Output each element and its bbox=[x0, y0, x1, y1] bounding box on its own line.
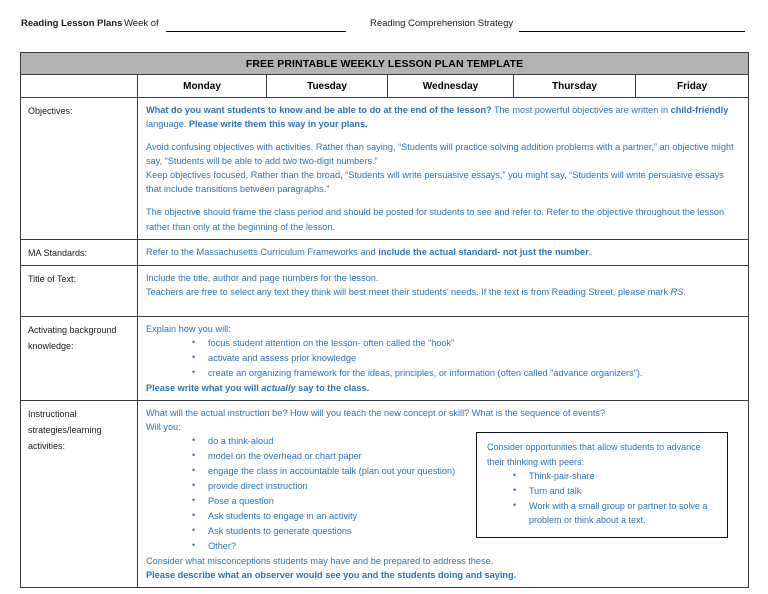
day-header-blank bbox=[21, 75, 138, 98]
row-body-text bbox=[146, 322, 740, 395]
text-run: Consider what misconceptions students may have and be prepared to address these. bbox=[146, 555, 494, 566]
peer-thinking-callout-box bbox=[476, 432, 728, 537]
body-paragraph bbox=[146, 554, 740, 568]
row-label-line: MA Standards: bbox=[28, 247, 88, 258]
row-label-line: knowledge: bbox=[28, 341, 74, 352]
row-label-activating-background-knowledge bbox=[21, 317, 138, 401]
text-run: . bbox=[588, 246, 592, 257]
week-of-blank-line[interactable] bbox=[166, 31, 346, 32]
text-run: Avoid confusing objectives with activities. Rather than saying, “Students will practice solving addition problems with a partner,” an objective might say, “Students will be able to add two two-digit numbers.” bbox=[146, 142, 734, 167]
body-paragraph bbox=[146, 322, 740, 336]
text-run: Please write them this way in your plans. bbox=[188, 119, 368, 130]
text-run: . bbox=[683, 287, 686, 298]
text-run: say to the class. bbox=[295, 383, 370, 394]
text-run: Refer to the Massachusetts Curriculum Frameworks and bbox=[146, 246, 379, 257]
row-bullet-list bbox=[146, 336, 740, 381]
row-body-text bbox=[146, 245, 740, 259]
day-header-monday: Monday bbox=[138, 75, 267, 98]
lesson-plan-table bbox=[20, 52, 749, 588]
body-paragraph bbox=[146, 568, 740, 582]
row-label-line: Title of Text: bbox=[28, 274, 77, 285]
body-paragraph bbox=[146, 205, 740, 233]
day-header-row bbox=[21, 75, 749, 98]
text-run: language. bbox=[146, 119, 189, 130]
text-run: The most powerful objectives are written in bbox=[491, 105, 671, 115]
list-item: • create an organizing framework for the ideas, principles, or information (often called "advance organizers"). bbox=[146, 366, 740, 381]
row-content-instructional-strategies[interactable] bbox=[138, 401, 749, 588]
row-label-line: Objectives: bbox=[28, 106, 73, 116]
table-row-activating-background-knowledge bbox=[21, 317, 749, 401]
row-body-text bbox=[146, 271, 740, 299]
list-item: • Think-pair-share bbox=[487, 469, 717, 484]
text-run: RS bbox=[670, 287, 684, 298]
day-header-tuesday: Tuesday bbox=[267, 75, 388, 98]
row-label-ma-standards bbox=[21, 239, 138, 266]
callout-body bbox=[487, 440, 717, 527]
table-row-ma-standards bbox=[21, 239, 749, 266]
row-label-objectives bbox=[21, 98, 138, 240]
text-run: What do you want students to know and be able to do at the end of the lesson? bbox=[146, 105, 492, 115]
text-run: Keep objectives focused. Rather than the broad, “Students will write persuasive essays,” you might say, “Students will write persuasive essays that include transitions between paragraphs.” bbox=[146, 170, 724, 195]
body-paragraph bbox=[146, 140, 740, 168]
table-row-title-of-text bbox=[21, 266, 749, 317]
row-content-title-of-text[interactable] bbox=[138, 266, 749, 317]
day-header-friday: Friday bbox=[636, 75, 749, 98]
row-content-activating-background-knowledge[interactable] bbox=[138, 317, 749, 401]
callout-bullet-list bbox=[487, 469, 717, 527]
body-paragraph bbox=[146, 381, 740, 395]
table-row-objectives bbox=[21, 98, 749, 240]
day-header-wednesday: Wednesday bbox=[388, 75, 514, 98]
text-run: Explain how you will: bbox=[146, 324, 231, 335]
list-item: • focus student attention on the lesson- often called the “hook” bbox=[146, 336, 740, 351]
list-item: • Turn and talk bbox=[487, 484, 717, 499]
list-item: • Pose a question bbox=[146, 494, 740, 509]
text-run: What will the actual instruction be? How will you teach the new concept or skill? What is the sequence of events? bbox=[146, 408, 606, 419]
text-run: Teachers are free to select any text they think will best meet their students’ needs. If the text is from Reading Street, please mark bbox=[146, 287, 671, 298]
body-paragraph bbox=[146, 245, 740, 259]
page-title: Reading Lesson Plans bbox=[21, 18, 123, 29]
row-label-instructional-strategies bbox=[21, 401, 138, 588]
text-run: The objective should frame the class period and should be posted for students to see and refer to. Refer to the objective throughout the lesson rather than only at the beginning of the lesson. bbox=[146, 207, 725, 232]
list-item: • provide direct instruction bbox=[146, 479, 740, 494]
body-paragraph bbox=[146, 406, 740, 420]
list-item: • Ask students to generate questions bbox=[146, 524, 740, 539]
text-run: child-friendly bbox=[670, 105, 729, 115]
text-run: Please describe what an observer would see you and the students doing and saying. bbox=[146, 569, 517, 580]
text-run: Will you: bbox=[146, 422, 181, 433]
row-label-title-of-text bbox=[21, 266, 138, 317]
list-item: • Other? bbox=[146, 539, 740, 554]
text-run: include the actual standard- not just the number bbox=[378, 246, 589, 257]
callout-intro: Consider opportunities that allow students to advance their thinking with peers: bbox=[487, 442, 701, 467]
list-item: • engage the class in accountable talk (plan out your question) bbox=[146, 464, 740, 479]
body-paragraph bbox=[146, 103, 740, 131]
text-run: Include the title, author and page numbers for the lesson. bbox=[146, 273, 379, 284]
week-of-label: Week of bbox=[124, 18, 159, 29]
table-row-instructional-strategies bbox=[21, 401, 749, 588]
banner-row bbox=[21, 53, 749, 75]
list-item: • Ask students to engage in an activity bbox=[146, 509, 740, 524]
comprehension-strategy-blank-line[interactable] bbox=[519, 31, 745, 32]
row-label-line: strategies/learning bbox=[28, 425, 102, 435]
row-content-objectives[interactable] bbox=[138, 98, 749, 240]
row-content-ma-standards[interactable] bbox=[138, 239, 749, 266]
row-label-line: Activating background bbox=[28, 325, 117, 336]
list-item: • Work with a small group or partner to solve a problem or think about a text. bbox=[487, 499, 717, 528]
list-item: • do a think-aloud bbox=[146, 434, 740, 449]
row-body-text bbox=[146, 103, 740, 234]
list-item: • activate and assess prior knowledge bbox=[146, 351, 740, 366]
day-header-thursday: Thursday bbox=[514, 75, 636, 98]
comprehension-strategy-label: Reading Comprehension Strategy bbox=[370, 18, 514, 29]
row-label-line: Instructional bbox=[28, 409, 77, 420]
list-item: • model on the overhead or chart paper bbox=[146, 449, 740, 464]
template-banner-title: FREE PRINTABLE WEEKLY LESSON PLAN TEMPLATE bbox=[21, 53, 749, 75]
text-run: Please write what you will bbox=[146, 383, 262, 394]
row-label-line: activities: bbox=[28, 440, 66, 451]
body-paragraph bbox=[146, 285, 740, 299]
text-run: actually bbox=[261, 383, 296, 394]
body-paragraph bbox=[146, 271, 740, 285]
page-header bbox=[0, 18, 768, 38]
body-paragraph bbox=[146, 168, 740, 196]
